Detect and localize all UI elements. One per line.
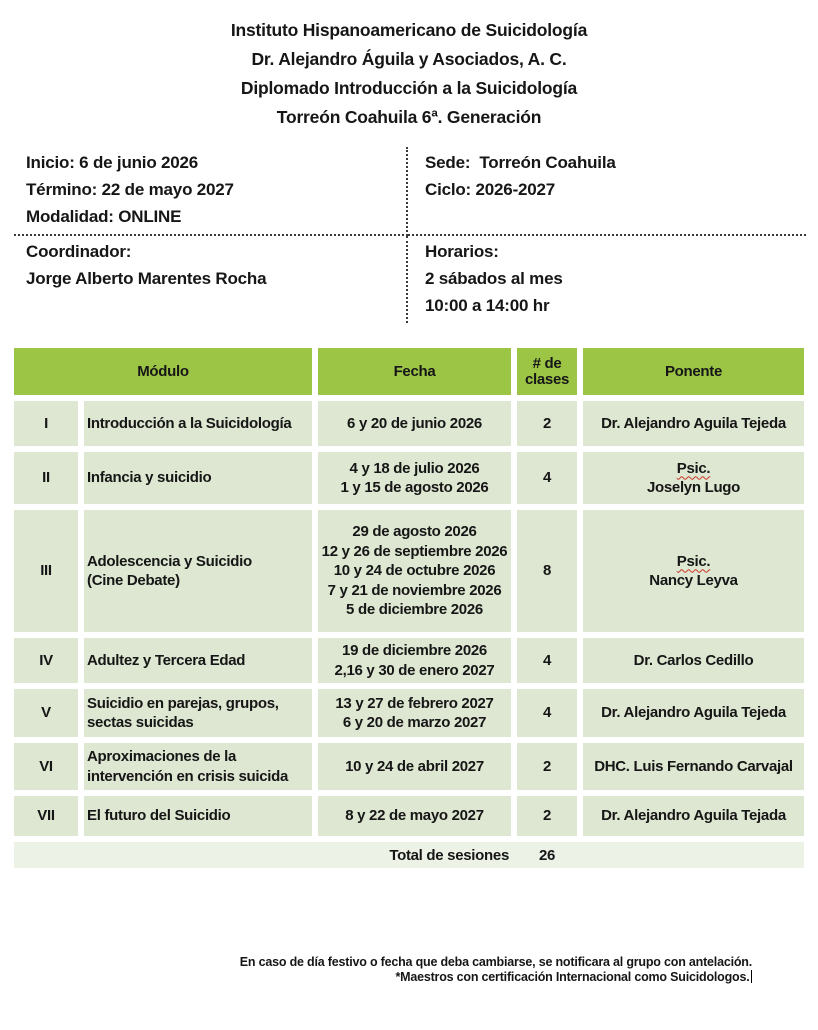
text-line: 10 y 24 de octubre 2026: [333, 562, 496, 580]
text-line: Adolescencia y Suicidio: [87, 552, 252, 570]
module-classes-count: 2: [517, 401, 577, 446]
total-sessions-value: 26: [538, 846, 556, 864]
text-line: Diplomado Introducción a la Suicidología: [240, 78, 578, 98]
text-line: Introducción a la Suicidología: [87, 414, 292, 432]
module-dates: [318, 510, 511, 632]
text-line: Jorge Alberto Marentes Rocha: [26, 269, 267, 288]
module-name: [84, 638, 312, 683]
info-sede-block: [408, 147, 806, 236]
text-line: Dr. Alejandro Águila y Asociados, A. C.: [251, 49, 567, 69]
module-dates: [318, 743, 511, 790]
module-numeral: VI: [14, 743, 78, 790]
text-line: 7 y 21 de noviembre 2026: [327, 581, 502, 599]
text-line: Aproximaciones de la: [87, 748, 237, 765]
text-line: 6 y 20 de junio 2026: [347, 414, 482, 432]
footer-notes: [240, 955, 752, 985]
info-coordinator-block: [14, 236, 408, 323]
spellcheck-flagged-text: Psic.: [676, 552, 711, 570]
module-name: [84, 510, 312, 632]
text-line: Infancia y suicidio: [87, 469, 212, 487]
column-header-modulo: Módulo: [14, 348, 312, 395]
module-classes-count: 4: [517, 689, 577, 737]
column-header-fecha: Fecha: [318, 348, 511, 395]
module-ponente: Psic. Nancy Leyva: [583, 510, 804, 632]
module-name: [84, 401, 312, 446]
text-line: 5 de diciembre 2026: [346, 601, 483, 619]
module-dates: [318, 401, 511, 446]
text-line: 2 sábados al mes: [425, 269, 563, 288]
course-info-box: [14, 147, 806, 323]
module-ponente: DHC. Luis Fernando Carvajal: [583, 743, 804, 790]
module-name: [84, 452, 312, 504]
text-line: 19 de diciembre 2026: [342, 642, 487, 659]
text-line: Torreón Coahuila 6ª. Generación: [276, 107, 542, 127]
module-numeral: II: [14, 452, 78, 504]
module-numeral: V: [14, 689, 78, 737]
text-line: 2,16 y 30 de enero 2027: [334, 661, 495, 679]
spellcheck-flagged-text: Psic.: [676, 459, 711, 477]
text-line: 1 y 15 de agosto 2026: [340, 479, 489, 496]
module-classes-count: 2: [517, 796, 577, 836]
text-line: 10 y 24 de abril 2027: [345, 757, 484, 775]
module-name: [84, 689, 312, 737]
module-ponente: Dr. Alejandro Aguila Tejeda: [583, 401, 804, 446]
module-dates: [318, 452, 511, 504]
module-dates: [318, 638, 511, 683]
footer-note-certification: [240, 970, 752, 985]
footer-note-holiday: En caso de día festivo o fecha que deba cambiarse, se notificara al grupo con antelación.: [239, 955, 752, 969]
module-name: [84, 796, 312, 836]
total-sessions-label: Total de sesiones: [389, 846, 509, 864]
module-dates: [318, 689, 511, 737]
text-line: Instituto Hispanoamericano de Suicidología: [230, 20, 588, 40]
module-numeral: I: [14, 401, 78, 446]
text-line: Sede: Torreón Coahuila: [425, 153, 616, 172]
text-cursor: [751, 970, 753, 983]
module-ponente: Dr. Alejandro Aguila Tejada: [583, 796, 804, 836]
module-dates: [318, 796, 511, 836]
text-line: Inicio: 6 de junio 2026: [26, 153, 199, 172]
module-classes-count: 4: [517, 452, 577, 504]
module-numeral: VII: [14, 796, 78, 836]
text-line: Ciclo: 2026-2027: [425, 180, 556, 199]
module-numeral: III: [14, 510, 78, 632]
module-classes-count: 8: [517, 510, 577, 632]
module-name: [84, 743, 312, 790]
text-line: 12 y 26 de septiembre 2026: [321, 542, 508, 560]
schedule-table: [14, 348, 804, 868]
text-line: Adultez y Tercera Edad: [87, 651, 246, 669]
module-classes-count: 4: [517, 638, 577, 683]
module-ponente: Dr. Carlos Cedillo: [583, 638, 804, 683]
text-line: Término: 22 de mayo 2027: [26, 180, 234, 199]
column-header-ponente: Ponente: [583, 348, 804, 395]
info-schedule-block: [408, 236, 806, 323]
text-line: Modalidad: ONLINE: [26, 207, 182, 226]
document-title-block: [0, 16, 818, 132]
info-dates-block: [14, 147, 408, 236]
footer-note-certification-text: *Maestros con certificación Internacional como Suicidologos.: [395, 970, 750, 984]
text-line: Coordinador:: [26, 242, 132, 261]
module-ponente: Dr. Alejandro Aguila Tejeda: [583, 689, 804, 737]
column-header-clases: # de clases: [517, 348, 577, 395]
text-line: El futuro del Suicidio: [87, 807, 231, 825]
module-classes-count: 2: [517, 743, 577, 790]
text-line: 6 y 20 de marzo 2027: [342, 714, 487, 731]
module-ponente: Psic. Joselyn Lugo: [583, 452, 804, 504]
text-line: 29 de agosto 2026: [352, 523, 477, 541]
text-line: 4 y 18 de julio 2026: [349, 459, 480, 477]
text-line: sectas suicidas: [87, 714, 194, 731]
total-row: [14, 842, 804, 868]
text-line: 8 y 22 de mayo 2027: [345, 807, 484, 825]
text-line: intervención en crisis suicida: [87, 767, 289, 785]
text-line: 13 y 27 de febrero 2027: [335, 694, 494, 712]
text-line: 10:00 a 14:00 hr: [425, 296, 550, 315]
text-line: Horarios:: [425, 242, 499, 261]
text-line: Suicidio en parejas, grupos,: [87, 694, 279, 712]
text-line: (Cine Debate): [87, 572, 180, 589]
module-numeral: IV: [14, 638, 78, 683]
